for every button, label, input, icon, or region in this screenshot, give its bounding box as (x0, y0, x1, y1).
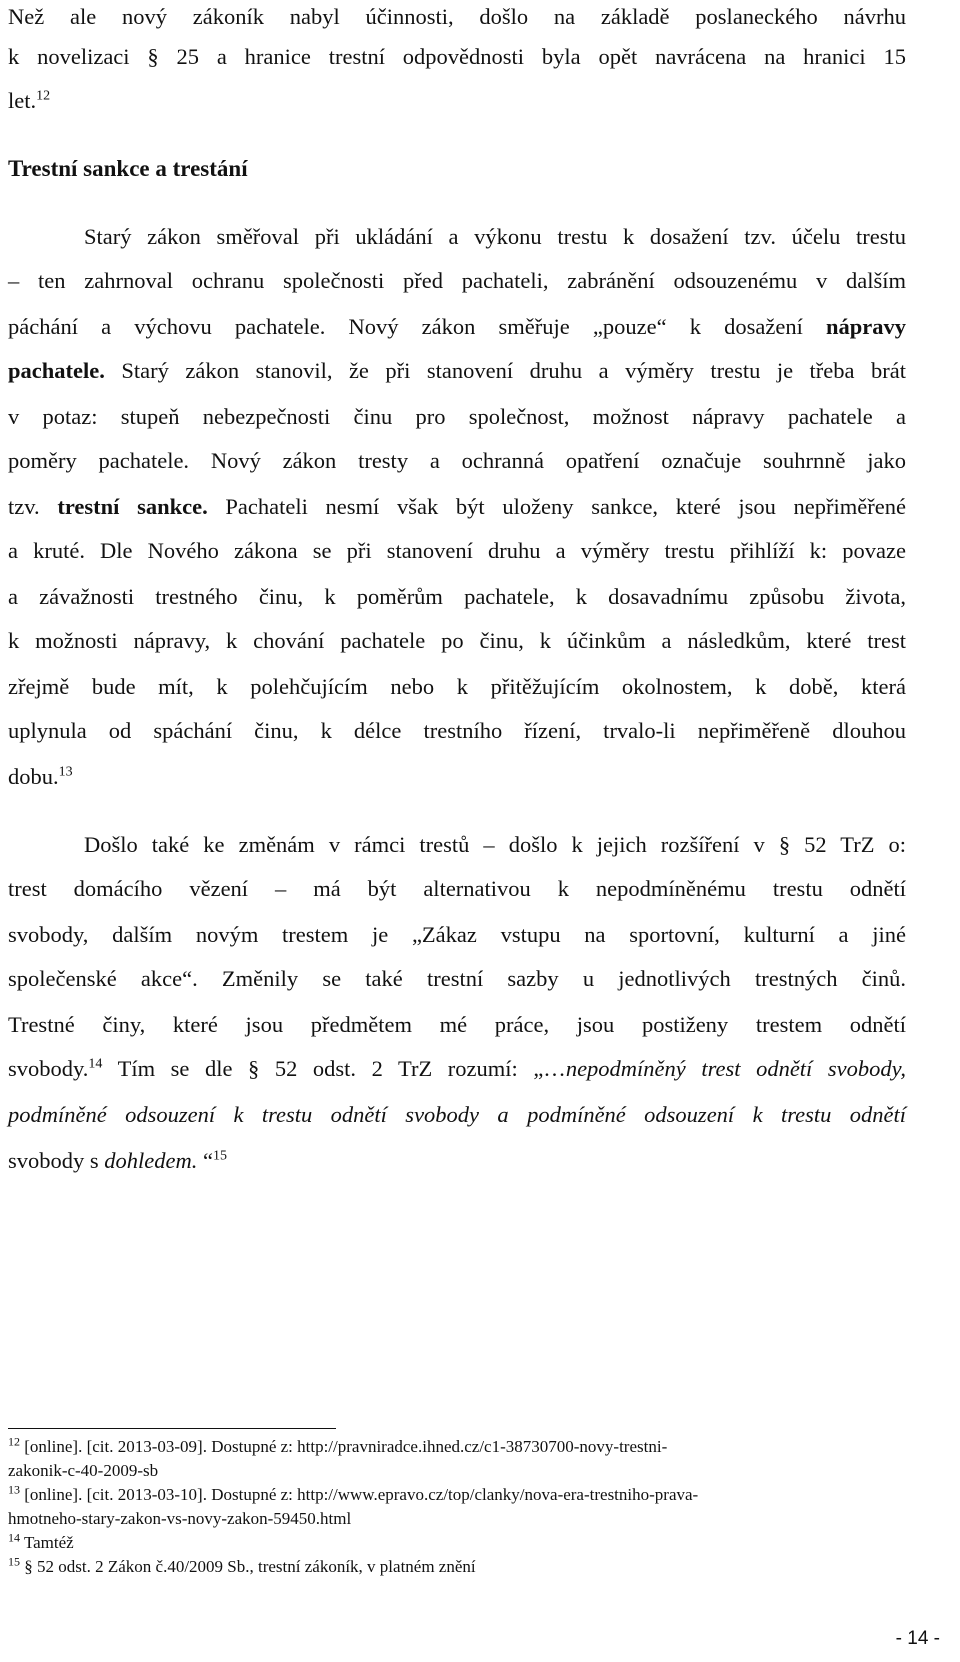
paragraph-3-line-3: svobody, dalším novým trestem je „Zákaz vstupu na sportovní, kulturní a jiné (8, 922, 906, 947)
footnote-ref-13: 13 (58, 764, 73, 780)
footnote-12: $^{12}$ [online]. [cit. 2013-03-09]. Dostupné z: http://pravniradce.ihned.cz/c1-38730700-novy-trestni- (8, 1434, 668, 1456)
paragraph-3-line-8: svobody s dohledem. “$^{15}$ (8, 1148, 227, 1173)
footnote-13-cont: hmotneho-stary-zakon-vs-novy-zakon-59450.html (8, 1509, 352, 1528)
bold-napravy: nápravy (825, 314, 906, 339)
footnote-number: 15 (8, 1554, 20, 1569)
paragraph-2-line-11: zřejmě bude mít, k polehčujícím nebo k přitěžujícím okolnostem, k době, která (8, 674, 906, 699)
paragraph-2-line-8: a kruté. Dle Nového zákona se při stanovení druhu a výměry trestu přihlíží k: povaze (8, 538, 906, 563)
paragraph-2-line-9: a závažnosti trestného činu, k poměrům pachatele, k dosavadnímu způsobu života, (8, 584, 906, 609)
paragraph-2-line-3: páchání a výchovu pachatele. Nový zákon směřuje „pouze“ k dosažení nápravy (8, 314, 906, 339)
footnote-ref-14: 14 (88, 1056, 103, 1072)
footnote-14: $^{14}$ Tamtéž (8, 1530, 74, 1552)
italic-quote-start: nepodmíněný trest odnětí svobody, (565, 1056, 906, 1081)
paragraph-2-line-7: tzv. trestní sankce. Pachateli nesmí však být uloženy sankce, které jsou nepřiměřené (8, 494, 906, 519)
paragraph-2-line-13: dobu.$^{13}$ (8, 764, 73, 789)
footnote-separator (8, 1428, 336, 1429)
footnote-number: 13 (8, 1482, 20, 1497)
footnote-number: 14 (8, 1530, 20, 1545)
footnote-15: $^{15}$ § 52 odst. 2 Zákon č.40/2009 Sb., trestní zákoník, v platném znění (8, 1554, 476, 1576)
footnote-ref-15: 15 (213, 1148, 227, 1164)
footnote-12-cont: zakonik-c-40-2009-sb (8, 1461, 159, 1480)
paragraph-3-line-1: Došlo také ke změnám v rámci trestů – došlo k jejich rozšíření v § 52 TrZ o: (84, 832, 906, 857)
bold-pachatele: pachatele. (8, 358, 105, 383)
section-heading: Trestní sankce a trestání (8, 156, 248, 181)
paragraph-2-line-4: pachatele. Starý zákon stanovil, že při stanovení druhu a výměry trestu je třeba brát (8, 358, 906, 383)
footnote-number: 12 (8, 1434, 20, 1449)
paragraph-2-line-10: k možnosti nápravy, k chování pachatele po činu, k účinkům a následkům, které trest (8, 628, 906, 653)
footnote-ref-12: 12 (36, 88, 51, 104)
paragraph-2-line-1: Starý zákon směřoval při ukládání a výkonu trestu k dosažení tzv. účelu trestu (84, 224, 906, 249)
page-number: - 14 - (895, 1628, 940, 1649)
paragraph-1-line-2: k novelizaci § 25 a hranice trestní odpovědnosti byla opět navrácena na hranici 15 (8, 44, 906, 69)
paragraph-3-line-2: trest domácího vězení – má být alternativou k nepodmíněnému trestu odnětí (8, 876, 906, 901)
paragraph-1-line-3: let.$^{12}$ (8, 88, 51, 113)
paragraph-3-line-4: společenské akce“. Změnily se také trestní sazby u jednotlivých trestných činů. (8, 966, 906, 991)
paragraph-2-line-2: – ten zahrnoval ochranu společnosti před pachateli, zabránění odsouzenému v dalším (8, 268, 906, 293)
footnote-13: $^{13}$ [online]. [cit. 2013-03-10]. Dostupné z: http://www.epravo.cz/top/clanky/nova-era-trestniho-prava- (8, 1482, 699, 1504)
paragraph-3-line-7: podmíněné odsouzení k trestu odnětí svobody a podmíněné odsouzení k trestu odnětí (8, 1102, 906, 1127)
paragraph-2-line-5: v potaz: stupeň nebezpečnosti činu pro společnost, možnost nápravy pachatele a (8, 404, 906, 429)
paragraph-1-line-1: Než ale nový zákoník nabyl účinnosti, došlo na základě poslaneckého návrhu (8, 4, 906, 29)
paragraph-2-line-6: poměry pachatele. Nový zákon tresty a ochranná opatření označuje souhrnně jako (8, 448, 906, 473)
paragraph-3-line-6: svobody.$^{14}$ Tím se dle § 52 odst. 2 TrZ rozumí: „…nepodmíněný trest odnětí svobody, (8, 1056, 906, 1081)
paragraph-3-line-5: Trestné činy, které jsou předmětem mé práce, jsou postiženy trestem odnětí (8, 1012, 906, 1037)
italic-dohledem: dohledem. (104, 1148, 198, 1173)
bold-trestni-sankce: trestní sankce. (57, 494, 208, 519)
paragraph-2-line-12: uplynula od spáchání činu, k délce trestního řízení, trvalo-li nepřiměřeně dlouhou (8, 718, 906, 743)
